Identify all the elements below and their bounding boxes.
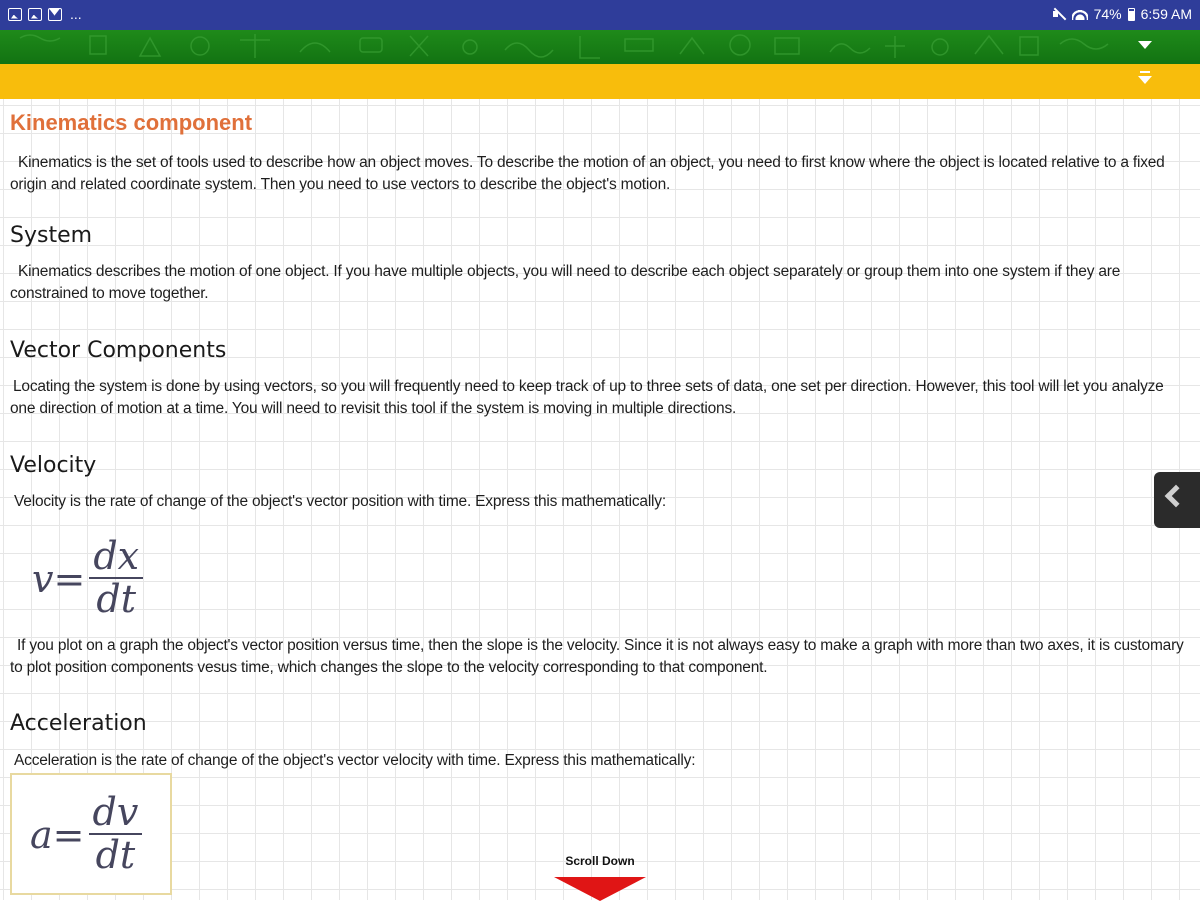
section-text-system: Kinematics describes the motion of one object. If you have multiple objects, you will need to describe each object separately or group them into one system if they are constrained to move together. (10, 263, 1121, 302)
section-text-acceleration: Acceleration is the rate of change of the object's vector velocity with time. Express this mathematically: (14, 752, 696, 769)
formula-lhs: a (30, 812, 53, 857)
toolbar-yellow (0, 64, 1200, 99)
vector-heading-block (10, 338, 1190, 363)
formula-denominator: dt (95, 832, 136, 877)
app-header (0, 30, 1200, 64)
velocity-formula (32, 534, 143, 621)
battery-icon (1128, 8, 1135, 21)
formula-denominator: dt (96, 576, 136, 621)
acceleration-formula-box (10, 773, 172, 895)
status-bar-notifications (8, 6, 82, 22)
velocity-heading-block (10, 453, 1190, 478)
arrow-down-icon (554, 877, 646, 901)
system-heading-block (10, 223, 1190, 248)
side-drawer-tab[interactable] (1154, 472, 1200, 528)
formula-numerator: dv (89, 793, 143, 835)
formula-equals: = (52, 812, 85, 857)
formula-fraction (89, 790, 143, 877)
section-text-vector-components: Locating the system is done by using vectors, so you will frequently need to keep track of up to three sets of data, one set per direction. However, this tool will let you analyze one direction of motion at a time. You will need to revisit this tool if the system is moving in multiple directions. (10, 378, 1164, 417)
section-text-velocity-graph: If you plot on a graph the object's vector position versus time, then the slope is the velocity. Since it is not always easy to make a graph with more than two axes, it is customary to plot position components vesus time, which changes the slope to the velocity corresponding to that component. (10, 637, 1184, 676)
formula-equals: = (53, 556, 86, 601)
acceleration-heading-block (10, 711, 1190, 736)
chevron-left-icon (1165, 485, 1188, 508)
formula-numerator: dx (89, 537, 143, 579)
image-icon (8, 8, 22, 21)
section-heading-vector-components: Vector Components (10, 338, 227, 363)
velocity-text-block (10, 491, 1190, 513)
header-dropdown-icon[interactable] (1138, 41, 1152, 49)
gallery-icon (28, 8, 42, 21)
status-bar-system (1052, 6, 1192, 22)
toolbar-collapse-icon[interactable] (1138, 76, 1152, 84)
acceleration-text-block (10, 750, 1190, 772)
section-text-velocity: Velocity is the rate of change of the object's vector position with time. Express this mathematically: (14, 493, 666, 510)
page-title: Kinematics component (10, 110, 253, 135)
acceleration-formula (30, 790, 142, 877)
mail-icon (48, 8, 62, 21)
intro-block (10, 152, 1190, 196)
formula-fraction (89, 534, 143, 621)
status-bar (0, 0, 1200, 30)
content-area (0, 99, 1200, 900)
section-heading-velocity: Velocity (10, 453, 97, 478)
section-heading-system: System (10, 223, 93, 248)
title-block (10, 110, 1190, 136)
section-heading-acceleration: Acceleration (10, 711, 147, 736)
clock: 6:59 AM (1140, 6, 1192, 22)
vector-text-block (10, 376, 1190, 420)
notification-overflow: ... (70, 6, 82, 22)
mute-icon (1052, 7, 1066, 21)
scroll-down-button[interactable] (550, 852, 650, 900)
battery-percent: 74% (1093, 6, 1122, 22)
scroll-down-label: Scroll Down (565, 854, 635, 868)
header-pattern (0, 30, 1200, 64)
intro-text: Kinematics is the set of tools used to describe how an object moves. To describe the motion of an object, you need to first know where the object is located relative to a fixed origin and related coordinate system. Then you need to use vectors to describe the object's motion. (10, 154, 1165, 193)
formula-lhs: v (32, 556, 54, 601)
velocity-after-block (10, 635, 1190, 679)
system-text-block (10, 261, 1190, 305)
wifi-icon (1072, 8, 1088, 20)
